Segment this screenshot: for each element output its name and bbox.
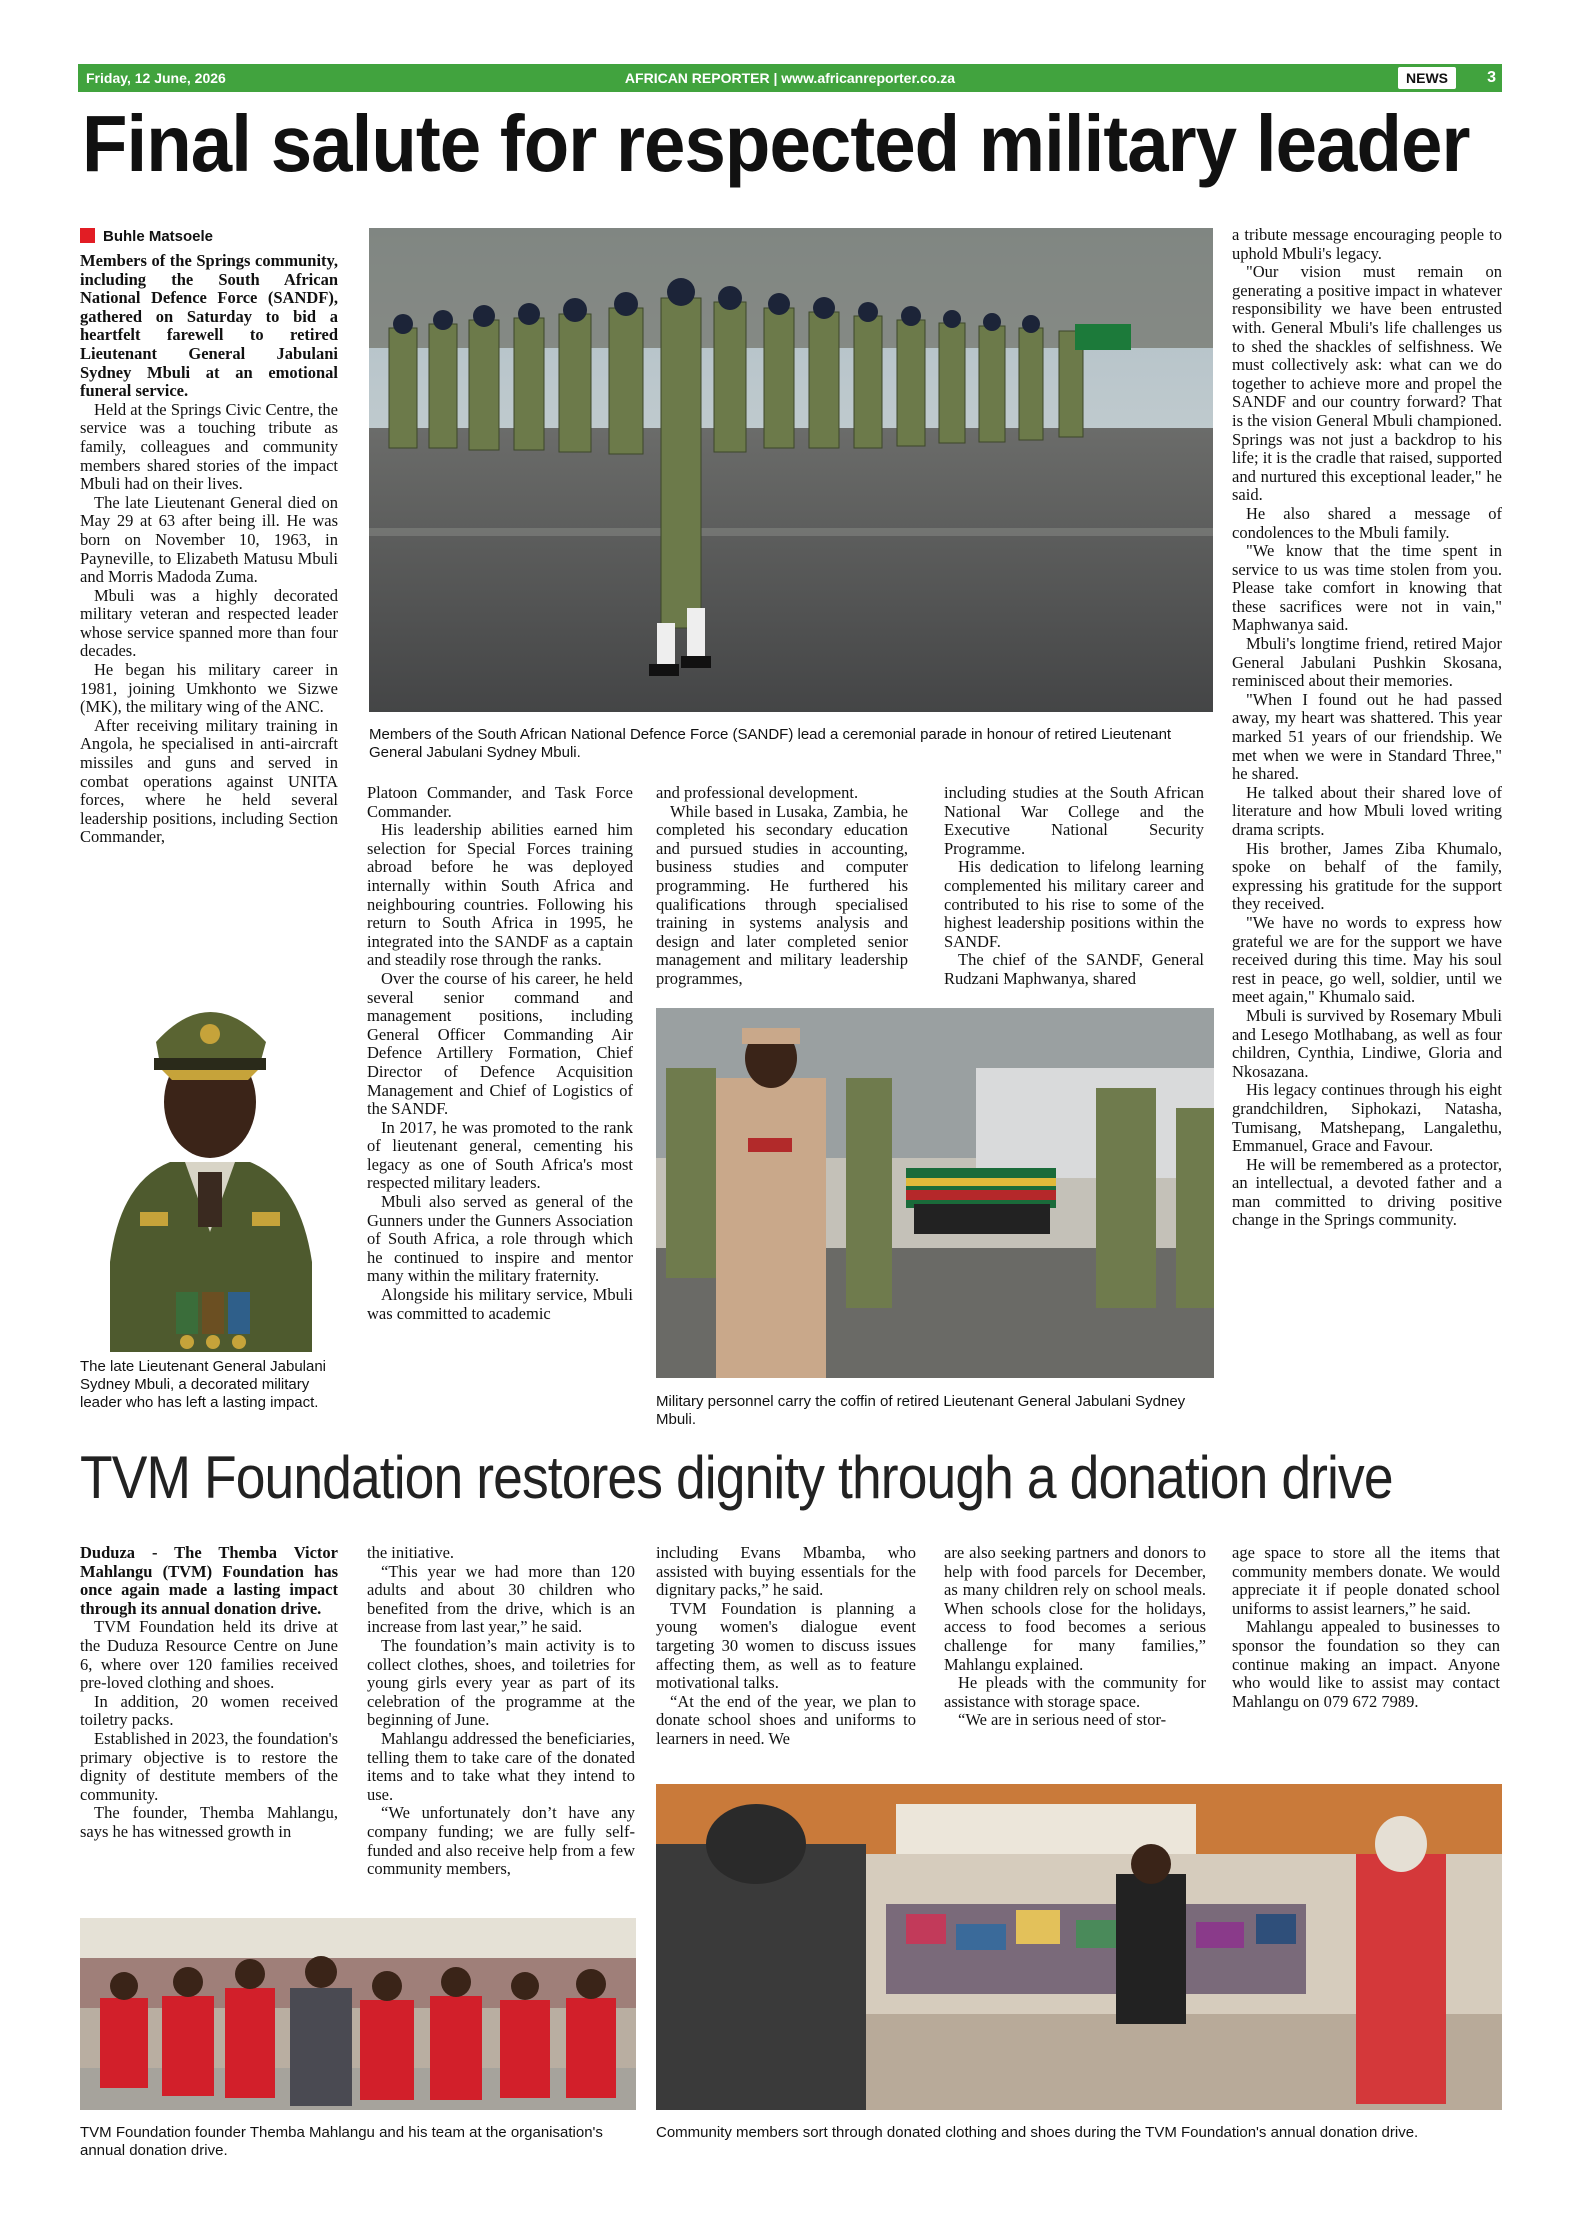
story2-paragraph: age space to store all the items that community members donate. We would appreciate it if people donated school uniforms to assist learners,” he said. xyxy=(1232,1543,1500,1618)
page-header-bar xyxy=(78,64,1502,92)
story1-paragraph: His legacy continues through his eight grandchildren, Siphokazi, Natasha, Tumisang, Matshepang, Langalethu, Emmanuel, Grace and Favour. xyxy=(1232,1080,1502,1156)
story1-column-5 xyxy=(1232,226,1502,1230)
story1-paragraph: "We have no words to express how grateful we are for the support we have received during this time. May his soul rest in peace, go well, soldier, until we meet again," Khumalo said. xyxy=(1232,912,1502,1007)
team-photo xyxy=(80,1918,636,2110)
story1-paragraph: He will be remembered as a protector, an intellectual, a devoted father and a man committed to driving positive change in the Springs community. xyxy=(1232,1154,1502,1230)
story1-headline: Final salute for respected military leader xyxy=(82,99,1470,188)
story2-paragraph: “We unfortunately don’t have any company funding; we are fully self-funded and also receive help from a few community members, xyxy=(367,1803,635,1879)
story1-paragraph: Held at the Springs Civic Centre, the service was a touching tribute as family, colleagues and community members shared stories of the impact Mbuli had on their lives. xyxy=(80,399,338,494)
story2-paragraph: Established in 2023, the foundation's primary objective is to restore the dignity of destitute members of the community. xyxy=(80,1728,338,1804)
story2-column-4 xyxy=(944,1544,1206,1730)
story1-paragraph: His leadership abilities earned him selection for Special Forces training abroad before he was deployed internally within South Africa and neighbouring countries. Following his return to South Africa in 1995, he integrated into the SANDF as a captain and steadily rose through the ranks. xyxy=(367,820,633,970)
story2-paragraph: “This year we had more than 120 adults and about 30 children who benefited from the drive, which is an increase from last year,” he said. xyxy=(367,1561,635,1637)
story1-paragraph: Platoon Commander, and Task Force Commander. xyxy=(367,783,633,821)
story1-paragraph: He also shared a message of condolences to the Mbuli family. xyxy=(1232,503,1502,542)
story1-lead-paragraph: Members of the Springs community, including the South African National Defence Force (SANDF), gathered on Saturday to bid a heartfelt farewell to retired Lieutenant General Jabulani Sydney Mbuli at an emotional funeral service. xyxy=(80,251,338,401)
story2-paragraph: Mahlangu appealed to businesses to sponsor the foundation so they can continue making an impact. Anyone who would like to assist may contact Mahlangu on 079 672 7989. xyxy=(1232,1617,1500,1711)
byline-author: Buhle Matsoele xyxy=(103,228,214,245)
story1-column-2 xyxy=(367,784,633,1323)
story2-column-5 xyxy=(1232,1544,1500,1711)
story1-paragraph: and professional development. xyxy=(656,783,859,802)
team-photo-caption: TVM Foundation founder Themba Mahlangu and his team at the organisation's annual donation drive. xyxy=(80,2124,603,2159)
story1-paragraph: Mbuli also served as general of the Gunners under the Gunners Association of South Africa, a role through which he continued to inspire and mentor many within the military fraternity. xyxy=(367,1192,633,1286)
story2-paragraph: the initiative. xyxy=(367,1543,455,1562)
page-number: 3 xyxy=(1487,69,1496,86)
story2-paragraph: including Evans Mbamba, who assisted with buying essentials for the dignitary packs,” he said. xyxy=(656,1543,916,1600)
portrait-photo xyxy=(80,972,340,1352)
story1-paragraph: While based in Lusaka, Zambia, he completed his secondary education and pursued studies in accounting, business studies and computer programming. He furthered his qualifications through specialised training in systems analysis and design and later completed senior management and military leadership programmes, xyxy=(656,801,908,988)
story1-paragraph: After receiving military training in Angola, he specialised in anti-aircraft missiles and guns and served in combat operations against UNITA forces, where he held several leadership positions, including Section Commander, xyxy=(80,715,338,847)
story1-paragraph: "Our vision must remain on generating a positive impact in whatever responsibility we have been entrusted with. General Mbuli's life challenges us to shed the shackles of selfishness. We must collectively ask: what can we do together to achieve more and propel the SANDF and our country forward? That is the vision General Mbuli championed. Springs was not just a backdrop to his life; it is the cradle that raised, supported and nurtured this exceptional leader," he said. xyxy=(1232,262,1502,505)
coffin-photo-caption: Military personnel carry the coffin of retired Lieutenant General Jabulani Sydney Mbuli. xyxy=(656,1393,1186,1428)
story1-paragraph: He began his military career in 1981, joining Umkhonto we Sizwe (MK), the military wing of the ANC. xyxy=(80,660,338,717)
story1-paragraph: The late Lieutenant General died on May 29 at 63 after being ill. He was born on November 10, 1963, in Payneville, to Elizabeth Matusu Mbuli and Morris Madoda Zuma. xyxy=(80,492,338,587)
section-label: NEWS xyxy=(1398,67,1456,89)
story2-paragraph: are also seeking partners and donors to help with food parcels for December, as many children rely on school meals. When schools close for the holidays, access to food becomes a serious challenge for many families,” Mahlangu explained. xyxy=(944,1543,1206,1674)
story1-paragraph: including studies at the South African National War College and the Executive National Security Programme. xyxy=(944,783,1204,858)
issue-date: Friday, 12 June, 2026 xyxy=(86,70,226,86)
story1-paragraph: In 2017, he was promoted to the rank of lieutenant general, cementing his legacy as one of South Africa's most respected military leaders. xyxy=(367,1117,633,1193)
story1-paragraph: His dedication to lifelong learning complemented his military career and contributed to his rise to some of the highest leadership positions within the SANDF. xyxy=(944,857,1204,951)
story1-paragraph: Mbuli is survived by Rosemary Mbuli and Lesego Motlhabang, as well as four children, Cynthia, Lindiwe, Gloria and Nkosazana. xyxy=(1232,1005,1502,1081)
story2-paragraph: TVM Foundation held its drive at the Duduza Resource Centre on June 6, where over 120 families received pre-loved clothing and shoes. xyxy=(80,1617,338,1693)
story1-column-1 xyxy=(80,252,338,847)
coffin-photo xyxy=(656,1008,1214,1378)
masthead: AFRICAN REPORTER | www.africanreporter.co.za xyxy=(624,70,956,86)
story1-column-4 xyxy=(944,784,1204,989)
parade-photo-caption: Members of the South African National Defence Force (SANDF) lead a ceremonial parade in honour of retired Lieutenant General Jabulani Sydney Mbuli. xyxy=(369,726,1172,761)
story2-paragraph: Mahlangu addressed the beneficiaries, telling them to take care of the donated items and to take what they intend to use. xyxy=(367,1728,635,1804)
story2-paragraph: He pleads with the community for assistance with storage space. xyxy=(944,1673,1206,1711)
story2-paragraph: TVM Foundation is planning a young women's dialogue event targeting 30 women to discuss issues affecting them, as well as to feature motivational talks. xyxy=(656,1598,916,1693)
story1-paragraph: a tribute message encouraging people to uphold Mbuli's legacy. xyxy=(1232,225,1502,263)
sorting-photo-caption: Community members sort through donated clothing and shoes during the TVM Foundation's annual donation drive. xyxy=(656,2124,1419,2141)
story1-paragraph: "We know that the time spent in service to us was time stolen from you. Please take comfort in knowing that these sacrifices were not in vain," Maphwanya said. xyxy=(1232,541,1502,635)
parade-photo xyxy=(369,228,1213,712)
story2-paragraph: In addition, 20 women received toiletry packs. xyxy=(80,1691,338,1730)
story1-paragraph: Mbuli's longtime friend, retired Major General Jabulani Pushkin Skosana, reminisced about their memories. xyxy=(1232,634,1502,691)
byline xyxy=(80,228,213,245)
story1-paragraph: He talked about their shared love of literature and how Mbuli loved writing drama scripts. xyxy=(1232,782,1502,839)
story1-paragraph: The chief of the SANDF, General Rudzani Maphwanya, shared xyxy=(944,950,1204,988)
byline-marker-icon xyxy=(80,228,95,243)
story1-paragraph: His brother, James Ziba Khumalo, spoke on behalf of the family, expressing his gratitude for the support they received. xyxy=(1232,838,1502,914)
sorting-photo xyxy=(656,1784,1502,2110)
story1-paragraph: Over the course of his career, he held several senior command and management positions, including General Officer Commanding Air Defence Artillery Formation, Chief Director of Defence Acquisition Management and Chief of Logistics of the SANDF. xyxy=(367,968,633,1119)
story1-paragraph: Alongside his military service, Mbuli was committed to academic xyxy=(367,1285,633,1323)
story2-paragraph: The foundation’s main activity is to collect clothes, shoes, and toiletries for young girls every year as part of its celebration of the programme at the beginning of June. xyxy=(367,1635,635,1730)
story2-paragraph: “We are in serious need of stor- xyxy=(958,1710,1167,1730)
story2-column-3 xyxy=(656,1544,916,1749)
story2-lead-paragraph: Duduza - The Themba Victor Mahlangu (TVM) Foundation has once again made a lasting impact through its annual donation drive. xyxy=(80,1543,338,1618)
story2-column-2 xyxy=(367,1544,635,1879)
story2-paragraph: The founder, Themba Mahlangu, says he has witnessed growth in xyxy=(80,1803,338,1841)
story2-paragraph: “At the end of the year, we plan to donate school shoes and uniforms to learners in need. We xyxy=(656,1691,916,1748)
portrait-photo-caption: The late Lieutenant General Jabulani Sydney Mbuli, a decorated military leader who has left a lasting impact. xyxy=(80,1358,327,1411)
story2-headline: TVM Foundation restores dignity through a donation drive xyxy=(80,1444,1393,1511)
story1-paragraph: Mbuli was a highly decorated military veteran and respected leader whose service spanned more than four decades. xyxy=(80,585,338,661)
story1-column-3 xyxy=(656,784,908,989)
story2-column-1 xyxy=(80,1544,338,1842)
story1-paragraph: "When I found out he had passed away, my heart was shattered. This year marked 51 years of our friendship. We met when we were in Standard Three," he shared. xyxy=(1232,689,1502,784)
